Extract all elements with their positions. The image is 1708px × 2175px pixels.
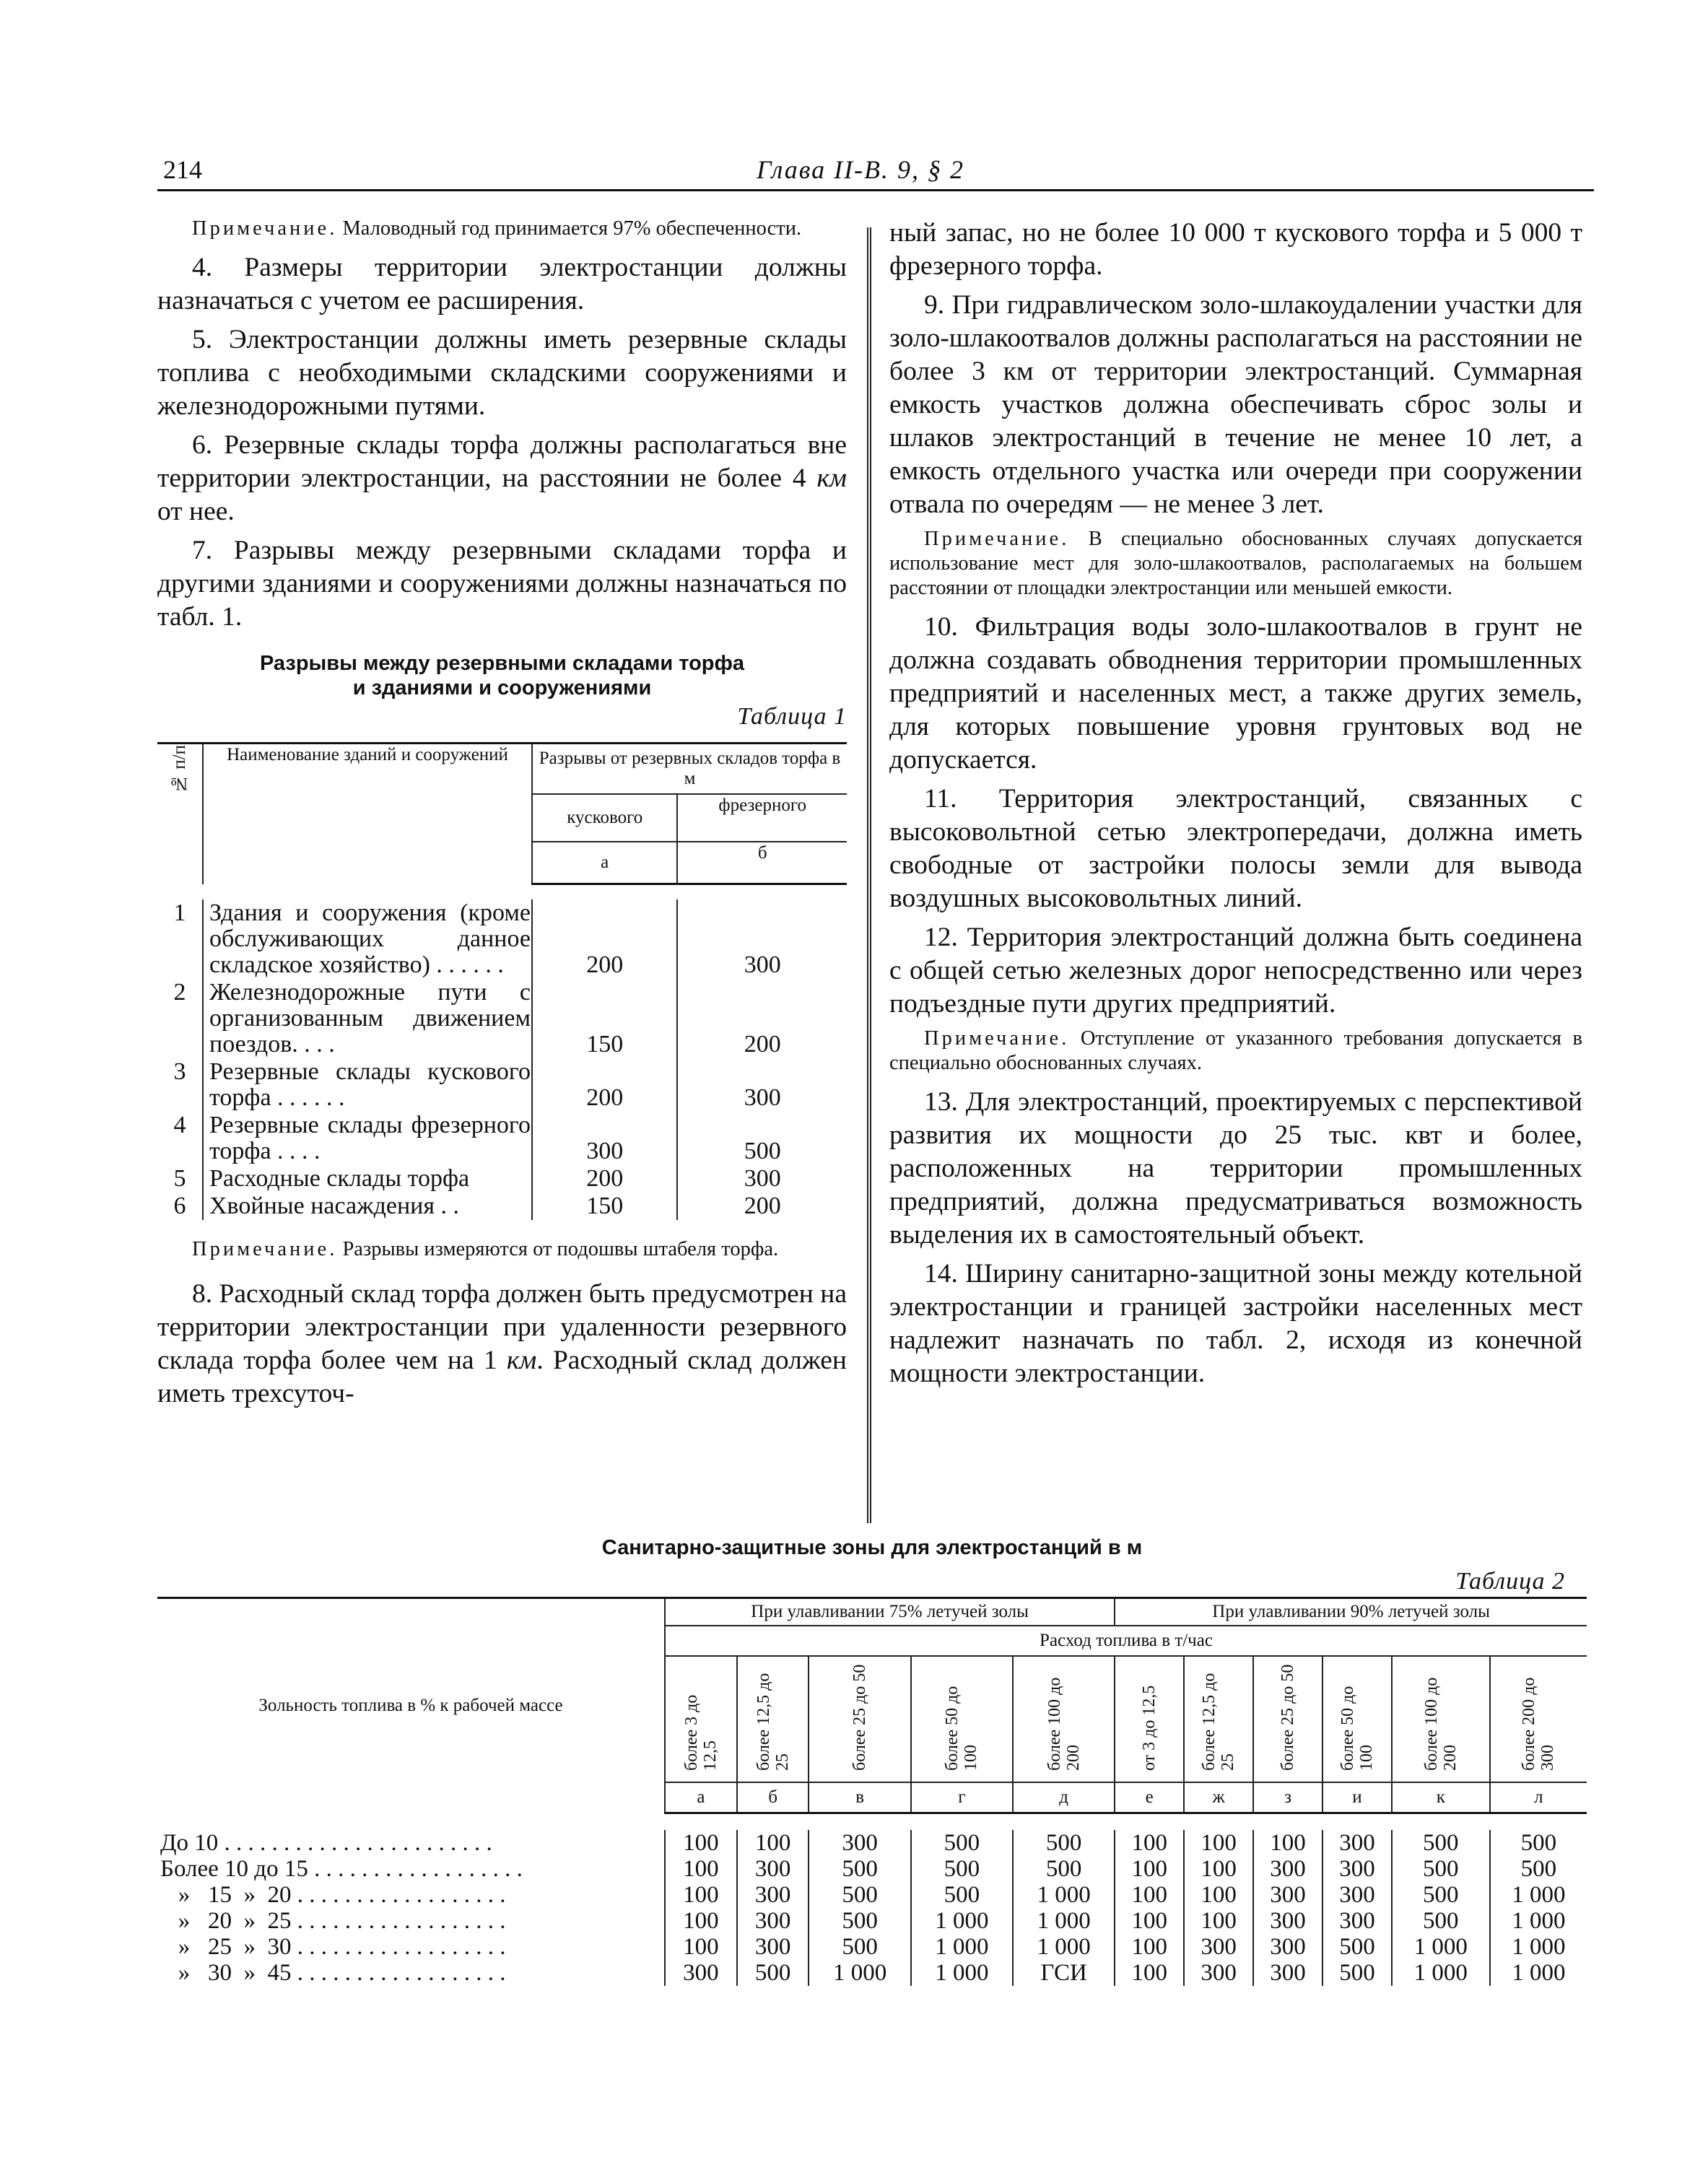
- table1: [157, 742, 847, 1220]
- table1-letter-a: а: [532, 842, 677, 884]
- table2-cell: 500: [1013, 1856, 1115, 1882]
- table2-cell: 500: [1490, 1856, 1587, 1882]
- table2-cell: 100: [665, 1882, 737, 1908]
- table2-col-range-text: более 100 до 200: [1421, 1677, 1460, 1771]
- table2-cell: ГСИ: [1013, 1960, 1115, 1986]
- table2-cell: 500: [1392, 1830, 1490, 1856]
- table2-cell: 100: [737, 1830, 809, 1856]
- table2-cell: 300: [737, 1882, 809, 1908]
- table2-cell: 100: [1115, 1934, 1184, 1960]
- table2-cell: 300: [737, 1934, 809, 1960]
- table2-row-label: До 10 . . . . . . . . . . . . . . . . . . . . . . .: [160, 1830, 492, 1856]
- table2-col-letter: в: [809, 1782, 910, 1813]
- table2-cell: 300: [1253, 1934, 1323, 1960]
- table2-label: Таблица 2: [1455, 1568, 1565, 1595]
- table2-cell: 1 000: [1013, 1934, 1115, 1960]
- table2-cell: 1 000: [1392, 1960, 1490, 1986]
- table2-col-range-text: более 25 до 50: [850, 1664, 870, 1771]
- clause-6: 6. Резервные склады торфа должны располагаться вне территории электростанции, на расстоянии не более 4 км от нее.: [157, 430, 847, 526]
- table2-col-range: [1253, 1656, 1323, 1782]
- table2-cell: 100: [665, 1934, 737, 1960]
- table2-row-label: » 15 » 20 . . . . . . . . . . . . . . . . . .: [160, 1882, 506, 1908]
- clause-9: 9. При гидравлическом золо-шлакоудалении участки для золо-шлакоотвалов должны располагаться на расстоянии не более 3 км от территории электростанций. Суммарная емкость участков должна обеспечивать сброс золы и шлаков электростанций в течение не менее 10 лет, а емкость отдельного участка или очереди при сооружении отвала по очередям — не менее 3 лет.: [889, 290, 1582, 519]
- table2-subgroup: Расход топлива в т/час: [665, 1626, 1587, 1656]
- table1-label: Таблица 1: [737, 703, 847, 730]
- table2-cell: 100: [665, 1830, 737, 1856]
- table-row: 4 Резервные склады фрезерного торфа . . . . 300 500: [173, 1112, 781, 1164]
- table2-col-range-text: более 50 до 100: [1338, 1686, 1376, 1771]
- table2-cell: 300: [1253, 1882, 1323, 1908]
- table1-letter-b: б: [677, 842, 847, 884]
- table-row: [157, 1934, 1587, 1960]
- clause-12: 12. Территория электростанций должна быть соединена с общей сетью железных дорог непосредственно или через подъездные пути других предприятий.: [889, 923, 1582, 1019]
- table2-col-letter: е: [1115, 1782, 1184, 1813]
- table-row: 5 Расходные склады торфа 200 300: [173, 1165, 781, 1192]
- table2-cell: 1 000: [911, 1960, 1013, 1986]
- table2-cell: 300: [1323, 1830, 1392, 1856]
- clause-11: 11. Территория электростанций, связанных с высоковольтной сетью электропередачи, должна иметь свободные от застройки полосы земли для вывода воздушных высоковольтных линий.: [889, 784, 1582, 913]
- table-row: [157, 1908, 1587, 1934]
- table1-col-a: кускового: [532, 794, 677, 842]
- table2-row-label: Более 10 до 15 . . . . . . . . . . . . . . . . . .: [160, 1856, 523, 1882]
- table-row: 3 Резервные склады кускового торфа . . . . . . 200 300: [173, 1058, 781, 1111]
- table2-row-header: Зольность топлива в % к рабочей массе: [157, 1598, 665, 1813]
- clause-14: 14. Ширину санитарно-защитной зоны между котельной электростанции и границей застройки населенных мест надлежит назначать по табл. 2, исходя из конечной мощности электростанции.: [889, 1259, 1582, 1388]
- page-header: [157, 152, 1587, 186]
- table1-col-group: Разрывы от резервных складов торфа в м: [532, 744, 847, 795]
- clause-8: 8. Расходный склад торфа должен быть предусмотрен на территории электростанции при удаленности резервного склада торфа более чем на 1 км. Расходный склад должен иметь трехсуточ-: [157, 1279, 847, 1408]
- table2-cell: 500: [1013, 1830, 1115, 1856]
- table2-cell: 500: [911, 1856, 1013, 1882]
- table2-cell: 500: [737, 1960, 809, 1986]
- table2-col-letter: и: [1323, 1782, 1392, 1813]
- table-row: [157, 1960, 1587, 1986]
- table2-cell: 1 000: [1490, 1908, 1587, 1934]
- table2-cell: 500: [1323, 1960, 1392, 1986]
- table2-col-letter: ж: [1184, 1782, 1253, 1813]
- table2-body: [157, 1813, 1587, 1987]
- table2-col-letter: б: [737, 1782, 809, 1813]
- table2-col-range-text: более 200 до 300: [1520, 1677, 1558, 1771]
- table2-row-label: » 20 » 25 . . . . . . . . . . . . . . . . . .: [160, 1908, 506, 1934]
- page-number: 214: [163, 155, 202, 184]
- column-divider: [867, 227, 871, 1523]
- table2-col-range: [737, 1656, 809, 1782]
- table2-cell: 1 000: [1013, 1908, 1115, 1934]
- table2-group-75: При улавливании 75% летучей золы: [665, 1598, 1115, 1626]
- table2-col-range: [665, 1656, 737, 1782]
- table2-cell: 300: [665, 1960, 737, 1986]
- table1-col-b: фрезерного: [677, 794, 847, 842]
- table2-cell: 500: [809, 1882, 910, 1908]
- table-row: [157, 1856, 1587, 1882]
- table2-row-label: » 30 » 45 . . . . . . . . . . . . . . . . . .: [160, 1960, 506, 1986]
- note-clause-9: Примечание. В специально обоснованных случаях допускается использование мест для золо-шлакоотвалов, располагаемых на большем расстоянии от площадки электростанции или меньшей емкости.: [889, 528, 1582, 599]
- table2-cell: 100: [1115, 1908, 1184, 1934]
- table2-col-letter: з: [1253, 1782, 1323, 1813]
- table2-cell: 500: [809, 1908, 910, 1934]
- table2-cell: 1 000: [1392, 1934, 1490, 1960]
- left-column: [157, 217, 847, 1416]
- table2-cell: 100: [1115, 1882, 1184, 1908]
- table2-col-range: [1184, 1656, 1253, 1782]
- table-row: [157, 884, 847, 900]
- table2-cell: 1 000: [1490, 1960, 1587, 1986]
- table2-cell: 500: [809, 1856, 910, 1882]
- table2-col-range: [1115, 1656, 1184, 1782]
- note-clause-12: Примечание. Отступление от указанного требования допускается в специально обоснованных случаях.: [889, 1027, 1582, 1074]
- table2-col-range-text: более 12,5 до 25: [1200, 1673, 1238, 1771]
- table2-title: Санитарно-защитные зоны для электростанций в м: [601, 1536, 1143, 1559]
- table2-cell: 100: [1184, 1856, 1253, 1882]
- table1-title: Разрывы между резервными складами торфа и зданиями и сооружениями: [259, 652, 745, 699]
- table2-cell: 100: [1115, 1960, 1184, 1986]
- note-table1: Примечание. Разрывы измеряются от подошвы штабеля торфа.: [192, 1238, 779, 1260]
- table2-row-label: » 25 » 30 . . . . . . . . . . . . . . . . . .: [160, 1934, 506, 1960]
- table-row: [157, 1882, 1587, 1908]
- table2-col-range: [1490, 1656, 1587, 1782]
- table2-col-range: [911, 1656, 1013, 1782]
- table2-cell: 300: [737, 1856, 809, 1882]
- table-row: 2 Железнодорожные пути с организованным движением поездов. . . . 150 200: [173, 979, 781, 1058]
- table2-col-range: [1392, 1656, 1490, 1782]
- table2-cell: 300: [1323, 1882, 1392, 1908]
- table2-col-range-text: более 100 до 200: [1045, 1677, 1083, 1771]
- table2-cell: 300: [1253, 1960, 1323, 1986]
- table2-col-range-text: более 3 до 12,5: [681, 1694, 720, 1771]
- table1-col-num: № п/п: [157, 744, 203, 884]
- table2-col-range-text: более 25 до 50: [1278, 1664, 1298, 1771]
- table2-cell: 500: [809, 1934, 910, 1960]
- table2-col-range: [809, 1656, 910, 1782]
- table-row: [157, 1830, 1587, 1856]
- table-row: 1 Здания и сооружения (кроме обслуживающих данное складское хозяйство) . . . . . . 200 300: [173, 899, 781, 978]
- table2-col-letter: л: [1490, 1782, 1587, 1813]
- table2-cell: 300: [1184, 1960, 1253, 1986]
- table2-cell: 500: [1323, 1934, 1392, 1960]
- table2-col-range: [1323, 1656, 1392, 1782]
- table2-cell: 1 000: [1013, 1882, 1115, 1908]
- table2-cell: 500: [1392, 1856, 1490, 1882]
- clause-13: 13. Для электростанций, проектируемых с перспективой развития их мощности до 25 тыс. квт и более, расположенных на территории промышленных предприятий, должна предусматриваться возможность выделения их в самостоятельный объект.: [889, 1087, 1582, 1250]
- table2-cell: 300: [737, 1908, 809, 1934]
- table2: [157, 1597, 1587, 1986]
- table2-col-letter: г: [911, 1782, 1013, 1813]
- table2-cell: 1 000: [911, 1908, 1013, 1934]
- table2-cell: 100: [1184, 1908, 1253, 1934]
- table2-col-range-text: от 3 до 12,5: [1140, 1685, 1159, 1771]
- clause-4: 4. Размеры территории электростанции должны назначаться с учетом ее расширения.: [157, 253, 847, 315]
- table2-cell: 100: [1253, 1830, 1323, 1856]
- table2-cell: 300: [1184, 1934, 1253, 1960]
- table2-cell: 500: [911, 1882, 1013, 1908]
- table2-group-90: При улавливании 90% летучей золы: [1115, 1598, 1587, 1626]
- table-row: 6 Хвойные насаждения . . 150 200: [173, 1193, 781, 1219]
- table2-cell: 500: [1490, 1830, 1587, 1856]
- table2-cell: 100: [1115, 1830, 1184, 1856]
- table2-cell: 1 000: [1490, 1934, 1587, 1960]
- table2-cell: 100: [1184, 1882, 1253, 1908]
- header-rule: [157, 189, 1594, 191]
- table2-cell: 1 000: [809, 1960, 910, 1986]
- table2-col-range-text: более 50 до 100: [943, 1686, 981, 1771]
- table2-cell: 1 000: [1490, 1882, 1587, 1908]
- table1-col-name: Наименование зданий и сооружений: [203, 744, 532, 884]
- table2-col-range: [1013, 1656, 1115, 1782]
- table2-cell: 1 000: [911, 1934, 1013, 1960]
- right-column: [889, 217, 1582, 1396]
- table2-col-letter: к: [1392, 1782, 1490, 1813]
- table2-cell: 300: [809, 1830, 910, 1856]
- table2-col-letter: д: [1013, 1782, 1115, 1813]
- table2-cell: 500: [1392, 1882, 1490, 1908]
- table2-cell: 500: [911, 1830, 1013, 1856]
- table2-col-range-text: более 12,5 до 25: [754, 1673, 792, 1771]
- table2-cell: 100: [1115, 1856, 1184, 1882]
- clause-10: 10. Фильтрация воды золо-шлакоотвалов в грунт не должна создавать обводнения территории промышленных предприятий и населенных мест, а также других земель, для которых повышение уровня грунтовых вод не допускается.: [889, 612, 1582, 775]
- table2-cell: 300: [1253, 1908, 1323, 1934]
- clause-7: 7. Разрывы между резервными складами торфа и другими зданиями и сооружениями должны назначаться по табл. 1.: [157, 536, 847, 632]
- clause-8-continued: ный запас, но не более 10 000 т кускового торфа и 5 000 т фрезерного торфа.: [889, 218, 1582, 281]
- table2-col-letter: а: [665, 1782, 737, 1813]
- clause-5: 5. Электростанции должны иметь резервные склады топлива с необходимыми складскими сооружениями и железнодорожными путями.: [157, 325, 847, 421]
- table2-cell: 300: [1253, 1856, 1323, 1882]
- table2-cell: 100: [1184, 1830, 1253, 1856]
- table2-cell: 300: [1323, 1856, 1392, 1882]
- chapter-title: Глава II-В. 9, § 2: [757, 155, 965, 184]
- note-low-water-year: Примечание. Маловодный год принимается 97% обеспеченности.: [192, 217, 802, 240]
- table2-cell: 500: [1392, 1908, 1490, 1934]
- table2-cell: 300: [1323, 1908, 1392, 1934]
- table2-cell: 100: [665, 1856, 737, 1882]
- table2-cell: 100: [665, 1908, 737, 1934]
